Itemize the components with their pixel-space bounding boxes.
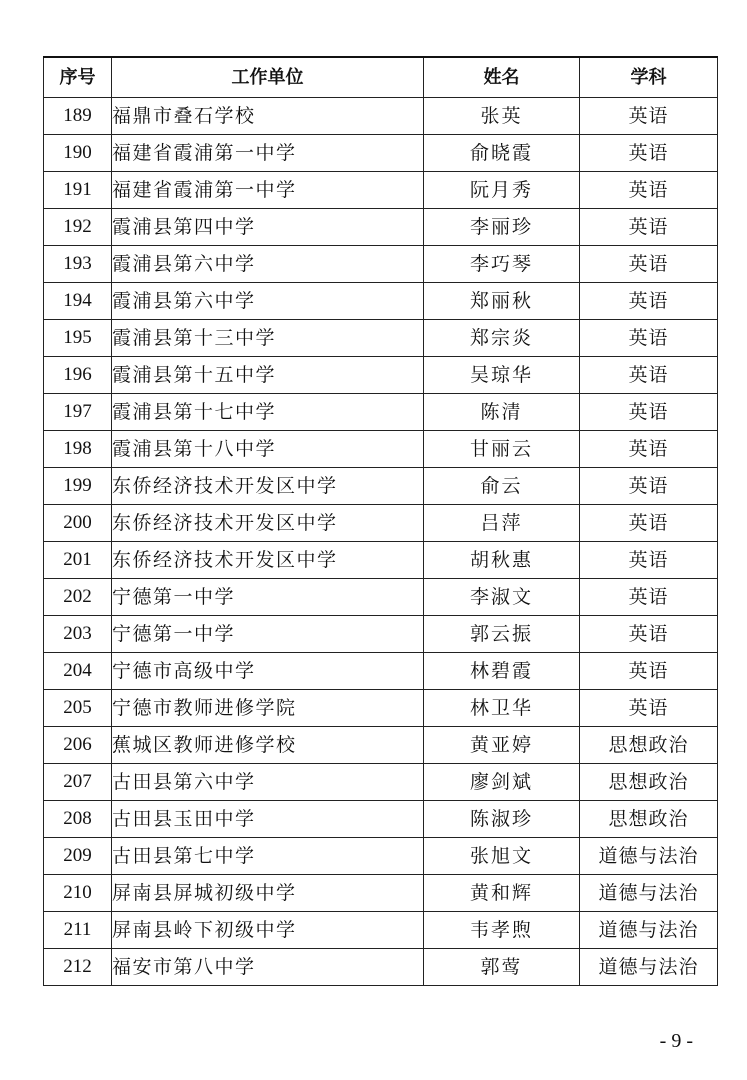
table-row	[44, 801, 718, 838]
cell-subject: 英语	[580, 542, 718, 579]
cell-seq-no: 190	[44, 135, 112, 172]
table-row	[44, 505, 718, 542]
table-row	[44, 690, 718, 727]
table-row	[44, 246, 718, 283]
cell-name: 陈清	[424, 394, 580, 431]
cell-work-unit: 古田县第七中学	[112, 838, 424, 875]
cell-seq-no: 203	[44, 616, 112, 653]
table-row	[44, 172, 718, 209]
cell-subject: 英语	[580, 209, 718, 246]
cell-work-unit: 屏南县岭下初级中学	[112, 912, 424, 949]
header-seq-no: 序号	[44, 57, 112, 98]
cell-work-unit: 宁德第一中学	[112, 579, 424, 616]
cell-name: 郭莺	[424, 949, 580, 986]
table-row	[44, 542, 718, 579]
table-row	[44, 949, 718, 986]
cell-name: 吴琼华	[424, 357, 580, 394]
cell-name: 林卫华	[424, 690, 580, 727]
table-row	[44, 616, 718, 653]
cell-seq-no: 196	[44, 357, 112, 394]
cell-seq-no: 208	[44, 801, 112, 838]
cell-seq-no: 210	[44, 875, 112, 912]
cell-name: 李巧琴	[424, 246, 580, 283]
cell-subject: 英语	[580, 320, 718, 357]
table-row	[44, 98, 718, 135]
cell-subject: 道德与法治	[580, 875, 718, 912]
cell-work-unit: 福鼎市叠石学校	[112, 98, 424, 135]
cell-work-unit: 屏南县屏城初级中学	[112, 875, 424, 912]
cell-work-unit: 霞浦县第十八中学	[112, 431, 424, 468]
cell-seq-no: 193	[44, 246, 112, 283]
cell-subject: 思想政治	[580, 801, 718, 838]
cell-work-unit: 宁德市教师进修学院	[112, 690, 424, 727]
table-body	[44, 98, 718, 986]
cell-subject: 英语	[580, 690, 718, 727]
cell-name: 韦孝煦	[424, 912, 580, 949]
table-row	[44, 135, 718, 172]
cell-seq-no: 207	[44, 764, 112, 801]
header-subject: 学科	[580, 57, 718, 98]
cell-name: 林碧霞	[424, 653, 580, 690]
cell-seq-no: 211	[44, 912, 112, 949]
table-row	[44, 431, 718, 468]
cell-seq-no: 212	[44, 949, 112, 986]
cell-work-unit: 东侨经济技术开发区中学	[112, 542, 424, 579]
cell-seq-no: 198	[44, 431, 112, 468]
cell-work-unit: 东侨经济技术开发区中学	[112, 505, 424, 542]
cell-subject: 英语	[580, 246, 718, 283]
cell-work-unit: 蕉城区教师进修学校	[112, 727, 424, 764]
cell-seq-no: 197	[44, 394, 112, 431]
table-row	[44, 764, 718, 801]
cell-subject: 思想政治	[580, 764, 718, 801]
cell-name: 俞晓霞	[424, 135, 580, 172]
cell-subject: 英语	[580, 135, 718, 172]
header-name: 姓名	[424, 57, 580, 98]
cell-seq-no: 202	[44, 579, 112, 616]
cell-name: 陈淑珍	[424, 801, 580, 838]
cell-seq-no: 199	[44, 468, 112, 505]
cell-work-unit: 宁德市高级中学	[112, 653, 424, 690]
cell-seq-no: 189	[44, 98, 112, 135]
table-row	[44, 912, 718, 949]
table-row	[44, 394, 718, 431]
cell-seq-no: 206	[44, 727, 112, 764]
cell-subject: 英语	[580, 98, 718, 135]
cell-subject: 英语	[580, 468, 718, 505]
table-row	[44, 579, 718, 616]
cell-work-unit: 古田县玉田中学	[112, 801, 424, 838]
cell-seq-no: 204	[44, 653, 112, 690]
cell-name: 郑丽秋	[424, 283, 580, 320]
cell-name: 张旭文	[424, 838, 580, 875]
cell-name: 张英	[424, 98, 580, 135]
cell-work-unit: 霞浦县第四中学	[112, 209, 424, 246]
cell-work-unit: 宁德第一中学	[112, 616, 424, 653]
cell-subject: 英语	[580, 579, 718, 616]
table-row	[44, 875, 718, 912]
cell-seq-no: 205	[44, 690, 112, 727]
table-row	[44, 838, 718, 875]
cell-subject: 英语	[580, 357, 718, 394]
cell-work-unit: 霞浦县第六中学	[112, 246, 424, 283]
cell-subject: 英语	[580, 394, 718, 431]
cell-name: 吕萍	[424, 505, 580, 542]
cell-name: 廖剑斌	[424, 764, 580, 801]
cell-subject: 英语	[580, 653, 718, 690]
cell-name: 胡秋惠	[424, 542, 580, 579]
cell-work-unit: 霞浦县第十三中学	[112, 320, 424, 357]
cell-work-unit: 福安市第八中学	[112, 949, 424, 986]
table-row	[44, 320, 718, 357]
page-number: - 9 -	[659, 1030, 693, 1052]
cell-seq-no: 192	[44, 209, 112, 246]
table-row	[44, 209, 718, 246]
table-row	[44, 727, 718, 764]
cell-subject: 道德与法治	[580, 838, 718, 875]
cell-name: 阮月秀	[424, 172, 580, 209]
table-row	[44, 468, 718, 505]
cell-name: 甘丽云	[424, 431, 580, 468]
cell-work-unit: 东侨经济技术开发区中学	[112, 468, 424, 505]
header-row	[44, 57, 718, 98]
cell-work-unit: 霞浦县第六中学	[112, 283, 424, 320]
cell-subject: 英语	[580, 505, 718, 542]
cell-work-unit: 霞浦县第十五中学	[112, 357, 424, 394]
cell-name: 郑宗炎	[424, 320, 580, 357]
roster-table	[43, 56, 718, 986]
cell-name: 李淑文	[424, 579, 580, 616]
table-row	[44, 653, 718, 690]
cell-subject: 英语	[580, 283, 718, 320]
header-work-unit: 工作单位	[112, 57, 424, 98]
cell-name: 黄和辉	[424, 875, 580, 912]
table-header	[44, 57, 718, 98]
cell-seq-no: 200	[44, 505, 112, 542]
cell-subject: 思想政治	[580, 727, 718, 764]
cell-name: 俞云	[424, 468, 580, 505]
cell-subject: 英语	[580, 431, 718, 468]
cell-name: 李丽珍	[424, 209, 580, 246]
table-row	[44, 283, 718, 320]
table-row	[44, 357, 718, 394]
cell-subject: 道德与法治	[580, 949, 718, 986]
cell-work-unit: 霞浦县第十七中学	[112, 394, 424, 431]
cell-work-unit: 福建省霞浦第一中学	[112, 135, 424, 172]
cell-name: 郭云振	[424, 616, 580, 653]
cell-subject: 英语	[580, 172, 718, 209]
cell-seq-no: 209	[44, 838, 112, 875]
cell-seq-no: 191	[44, 172, 112, 209]
cell-seq-no: 194	[44, 283, 112, 320]
cell-subject: 英语	[580, 616, 718, 653]
cell-name: 黄亚婷	[424, 727, 580, 764]
cell-subject: 道德与法治	[580, 912, 718, 949]
cell-work-unit: 福建省霞浦第一中学	[112, 172, 424, 209]
cell-seq-no: 195	[44, 320, 112, 357]
cell-seq-no: 201	[44, 542, 112, 579]
cell-work-unit: 古田县第六中学	[112, 764, 424, 801]
